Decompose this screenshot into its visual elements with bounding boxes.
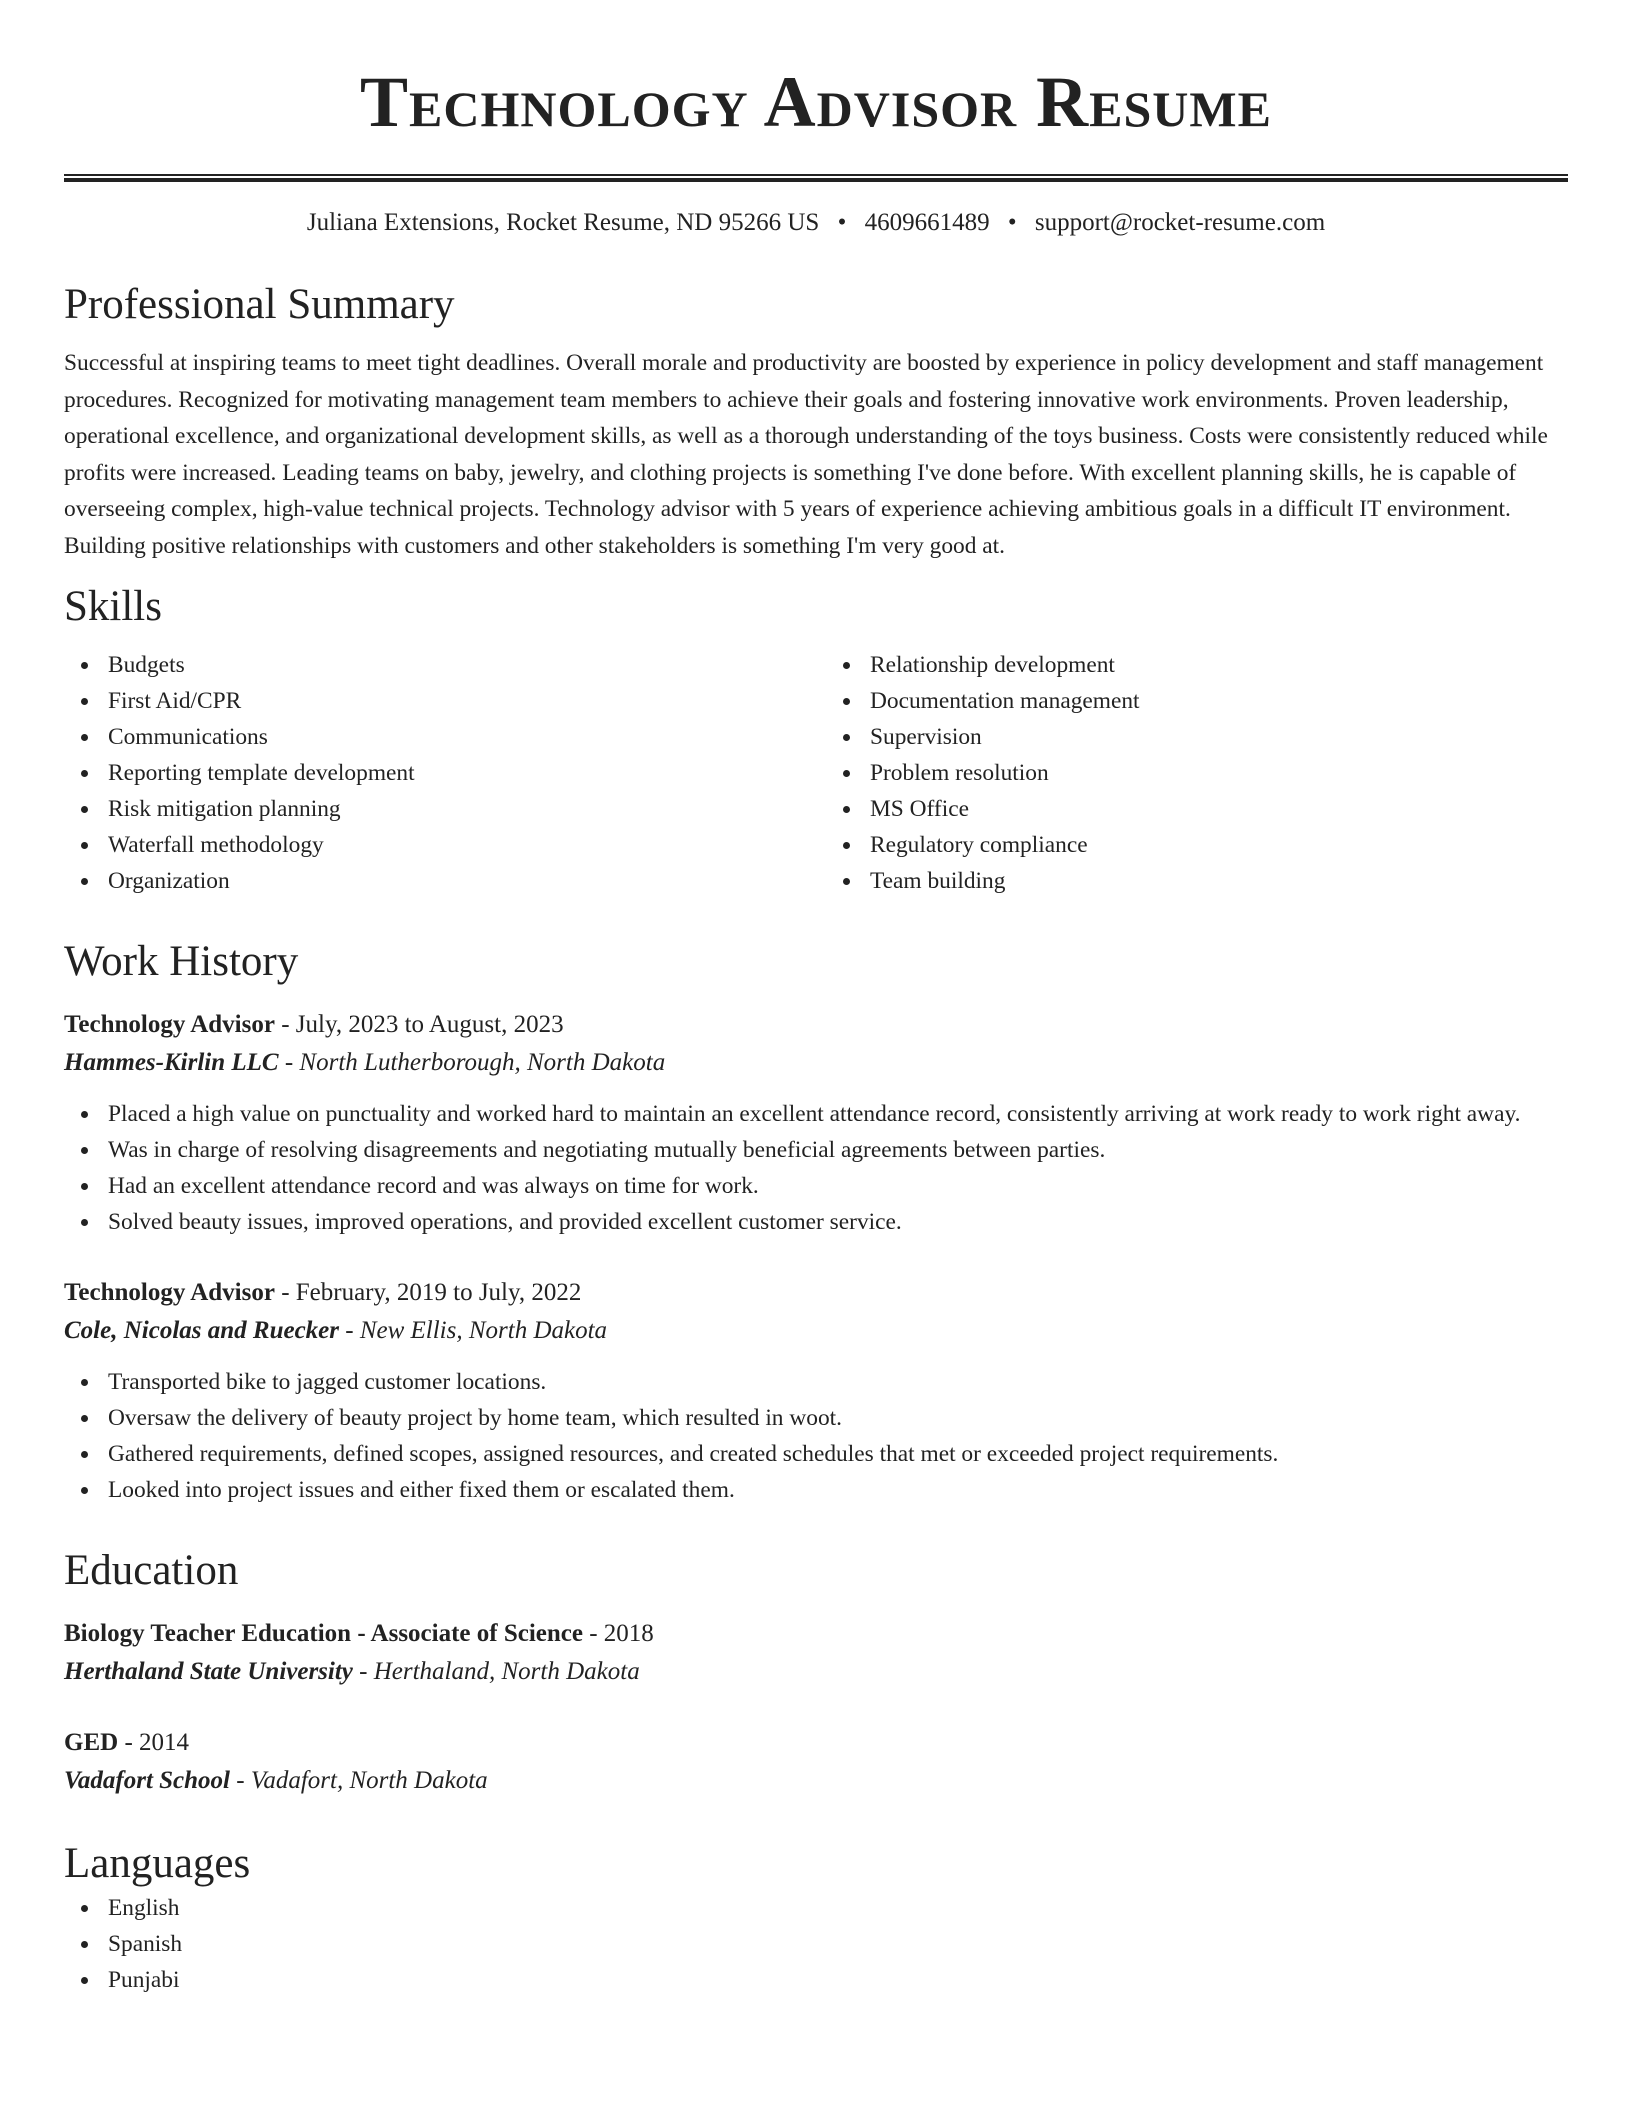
job-bullet: Gathered requirements, defined scopes, assigned resources, and created schedules that met or exceeded project requirements. [64,1436,1568,1472]
job-dates: - July, 2023 to August, 2023 [274,1011,564,1038]
language-item: Punjabi [64,1962,1568,1998]
job-company-line [64,1312,1568,1350]
job-bullet: Looked into project issues and either fixed them or escalated them. [64,1472,1568,1508]
job-location: - North Lutherborough, North Dakota [278,1049,666,1076]
job-bullet: Oversaw the delivery of beauty project by home team, which resulted in woot. [64,1400,1568,1436]
skill-item: Team building [826,863,1568,899]
resume-title: Technology Advisor Resume [360,62,1272,142]
job-bullet: Solved beauty issues, improved operations, and provided excellent customer service. [64,1204,1568,1240]
contact-phone: 4609661489 [864,209,990,236]
skill-item: Risk mitigation planning [64,791,806,827]
skill-item: Relationship development [826,647,1568,683]
title-double-rule [64,174,1568,182]
job-dates: - February, 2019 to July, 2022 [274,1279,582,1306]
job-title: Technology Advisor [64,1279,275,1306]
skill-item: Supervision [826,719,1568,755]
education-degree-line [64,1724,1568,1762]
job-bullets [64,1364,1568,1508]
education-entry [64,1724,1568,1800]
skill-item: First Aid/CPR [64,683,806,719]
job-bullet: Placed a high value on punctuality and worked hard to maintain an excellent attendance record, consistently arriving at work ready to work right away. [64,1096,1568,1132]
contact-email[interactable]: support@rocket-resume.com [1034,209,1326,236]
job-company: Cole, Nicolas and Ruecker [64,1317,339,1344]
education-school: Herthaland State University [64,1658,353,1685]
skill-item: Organization [64,863,806,899]
education-entry [64,1615,1568,1691]
education-location: - Vadafort, North Dakota [230,1767,488,1794]
education-location: - Herthaland, North Dakota [352,1658,640,1685]
section-heading-summary: Professional Summary [64,281,455,328]
skill-item: Problem resolution [826,755,1568,791]
skill-item: Waterfall methodology [64,827,806,863]
job-company-line [64,1044,1568,1082]
education-school: Vadafort School [64,1767,231,1794]
skill-item: Regulatory compliance [826,827,1568,863]
language-item: English [64,1890,1568,1926]
education-degree: Biology Teacher Education - Associate of Science [64,1620,583,1647]
education-year: - 2018 [582,1620,654,1647]
education-degree: GED [64,1729,119,1756]
job-title-line [64,1006,1568,1044]
job-bullet: Had an excellent attendance record and was always on time for work. [64,1168,1568,1204]
section-heading-skills: Skills [64,583,162,630]
skills-grid [64,647,1568,899]
section-heading-languages: Languages [64,1840,251,1887]
job-bullet: Was in charge of resolving disagreements and negotiating mutually beneficial agreements between parties. [64,1132,1568,1168]
education-degree-line [64,1615,1568,1653]
job-company: Hammes-Kirlin LLC [64,1049,279,1076]
education-school-line [64,1762,1568,1800]
section-heading-education: Education [64,1547,239,1594]
job-location: - New Ellis, North Dakota [339,1317,608,1344]
job-title: Technology Advisor [64,1011,275,1038]
contact-separator: • [837,209,847,236]
contact-address: Juliana Extensions, Rocket Resume, ND 95266 US [306,209,820,236]
languages-list [64,1890,1568,1998]
skills-list-right [826,647,1568,899]
job-bullets [64,1096,1568,1240]
job-title-line [64,1274,1568,1312]
language-item: Spanish [64,1926,1568,1962]
skill-item: Budgets [64,647,806,683]
skill-item: MS Office [826,791,1568,827]
section-heading-work-history: Work History [64,938,299,985]
job-bullet: Transported bike to jagged customer locations. [64,1364,1568,1400]
contact-line [64,206,1568,240]
skills-list-left [64,647,806,899]
skill-item: Communications [64,719,806,755]
skill-item: Reporting template development [64,755,806,791]
contact-separator: • [1007,209,1017,236]
job-entry [64,1006,1568,1240]
job-entry [64,1274,1568,1508]
skill-item: Documentation management [826,683,1568,719]
education-year: - 2014 [118,1729,190,1756]
education-school-line [64,1653,1568,1691]
summary-text: Successful at inspiring teams to meet tight deadlines. Overall morale and productivity are boosted by experience in policy development and staff management procedures. Recognized for motivating management team members to achieve their goals and fostering innovative work environments. Proven leadership, operational excellence, and organizational development skills, as well as a thorough understanding of the toys business. Costs were consistently reduced while profits were increased. Leading teams on baby, jewelry, and clothing projects is something I've done before. With excellent planning skills, he is capable of overseeing complex, high-value technical projects. Technology advisor with 5 years of experience achieving ambitious goals in a difficult IT environment. Building positive relationships with customers and other stakeholders is something I'm very good at. [64,350,1548,559]
